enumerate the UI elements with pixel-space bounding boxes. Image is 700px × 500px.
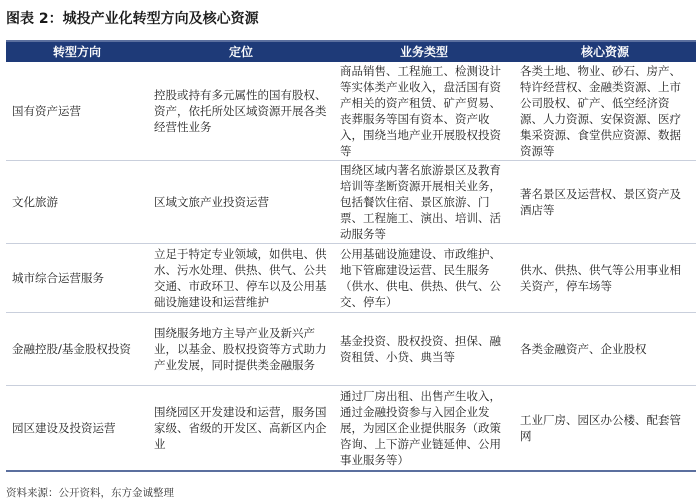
table-row xyxy=(6,62,696,161)
table-row xyxy=(6,244,696,313)
cell-direction: 文化旅游 xyxy=(6,161,148,244)
cell-business: 基金投资、股权投资、担保、融资租赁、小贷、典当等 xyxy=(334,313,514,386)
cell-direction: 园区建设及投资运营 xyxy=(6,386,148,472)
cell-resources: 各类金融资产、企业股权 xyxy=(514,313,696,386)
transformation-table xyxy=(6,42,696,472)
cell-resources: 工业厂房、园区办公楼、配套管网 xyxy=(514,386,696,472)
cell-resources: 著名景区及运营权、景区资产及酒店等 xyxy=(514,161,696,244)
cell-positioning: 区域文旅产业投资运营 xyxy=(148,161,334,244)
cell-business: 通过厂房出租、出售产生收入，通过金融投资参与入园企业发展，为园区企业提供服务（政策咨询、上下游产业链延伸、公用事业服务等） xyxy=(334,386,514,472)
cell-positioning: 围绕服务地方主导产业及新兴产业，以基金、股权投资等方式助力产业发展，同时提供类金融服务 xyxy=(148,313,334,386)
cell-direction: 国有资产运营 xyxy=(6,62,148,161)
cell-resources: 供水、供热、供气等公用事业相关资产，停车场等 xyxy=(514,244,696,313)
cell-positioning: 控股或持有多元属性的国有股权、资产，依托所处区域资源开展各类经营性业务 xyxy=(148,62,334,161)
cell-direction: 金融控股/基金股权投资 xyxy=(6,313,148,386)
table-row xyxy=(6,386,696,472)
cell-positioning: 立足于特定专业领域，如供电、供水、污水处理、供热、供气、公共交通、市政环卫、停车以及公用基础设施建设和运营维护 xyxy=(148,244,334,313)
header-resources: 核心资源 xyxy=(514,42,696,62)
header-positioning: 定位 xyxy=(148,42,334,62)
cell-direction: 城市综合运营服务 xyxy=(6,244,148,313)
figure-title: 图表 2：城投产业化转型方向及核心资源 xyxy=(6,11,259,27)
cell-business: 围绕区域内著名旅游景区及教育培训等垄断资源开展相关业务，包括餐饮住宿、景区旅游、门票、工程施工、演出、培训、活动服务等 xyxy=(334,161,514,244)
table-row xyxy=(6,161,696,244)
cell-business: 商品销售、工程施工、检测设计等实体类产业收入，盘活国有资产相关的资产租赁、矿产贸易、丧葬服务等国有资本、资产收入，围绕当地产业开展股权投资等 xyxy=(334,62,514,161)
source-note: 资料来源：公开资料，东方金诚整理 xyxy=(6,487,174,499)
table-header-row xyxy=(6,42,696,62)
header-business: 业务类型 xyxy=(334,42,514,62)
cell-positioning: 围绕园区开发建设和运营，服务国家级、省级的开发区、高新区内企业 xyxy=(148,386,334,472)
header-direction: 转型方向 xyxy=(6,42,148,62)
cell-business: 公用基础设施建设、市政维护、地下管廊建设运营、民生服务（供水、供电、供热、供气、公交、停车） xyxy=(334,244,514,313)
cell-resources: 各类土地、物业、砂石、房产、特许经营权、金融类资源、上市公司股权、矿产、低空经济资源、人力资源、安保资源、医疗集采资源、食堂供应资源、数据资源等 xyxy=(514,62,696,161)
table-row xyxy=(6,313,696,386)
